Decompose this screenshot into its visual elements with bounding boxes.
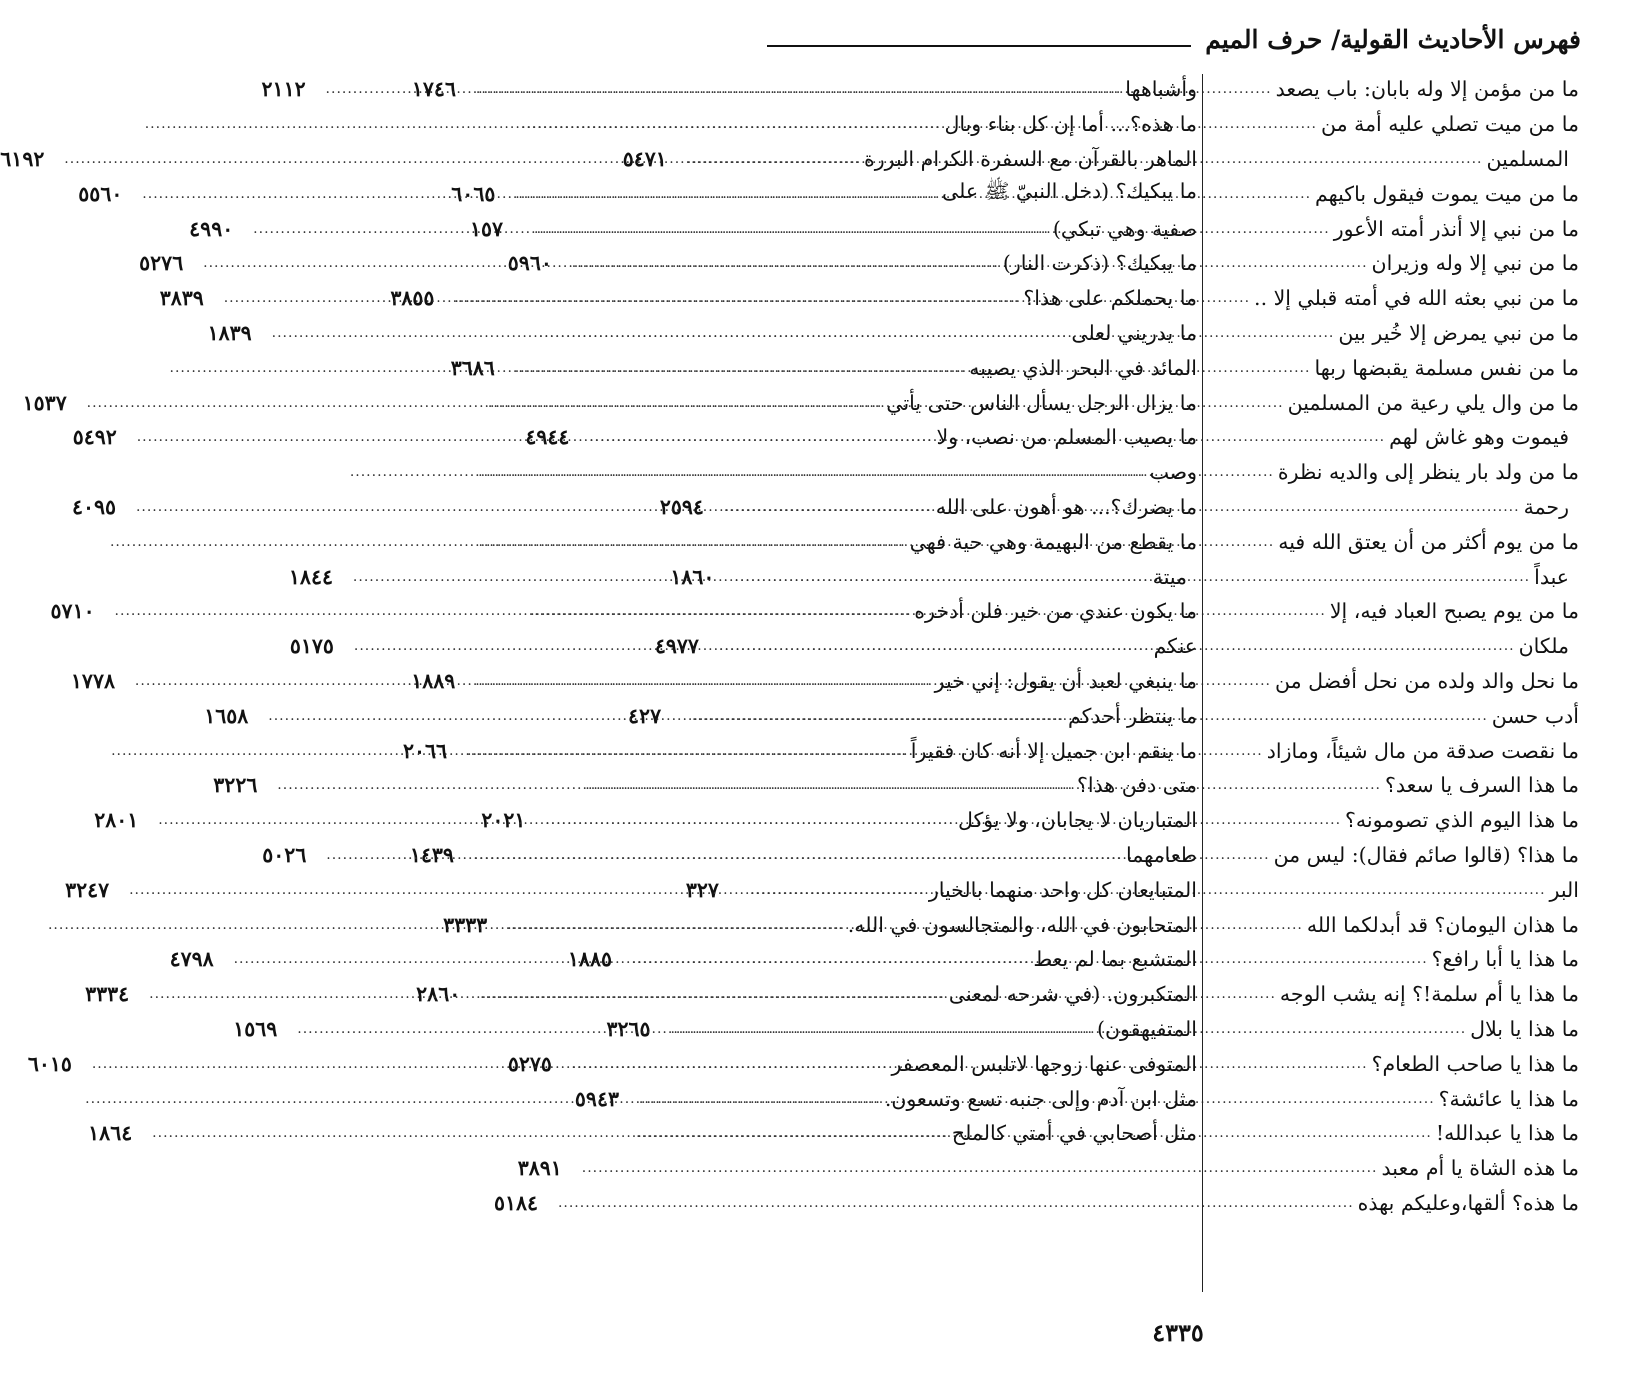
leader-dots xyxy=(125,882,929,898)
entry-number: ٣٢٤٧ xyxy=(65,877,110,902)
entry-line xyxy=(1189,385,1579,420)
entry-line xyxy=(1189,1116,1579,1151)
entry-line xyxy=(493,1186,1579,1221)
entry-text: المتبايعان كل واحد منهما بالخيار xyxy=(928,877,1197,902)
entry-text: ما من وال يلي رعية من المسلمين xyxy=(1287,390,1579,415)
leader-dots xyxy=(111,603,915,619)
index-entry xyxy=(807,107,1197,142)
entry-text: الماهر بالقرآن مع السفرة الكرام البررة xyxy=(864,146,1197,171)
entry-number: ٣٢٦٥ xyxy=(606,1016,651,1041)
entry-number: ٢٨٦٠ xyxy=(416,982,461,1007)
entry-number: ٣٢٢٦ xyxy=(213,773,258,798)
entry-line xyxy=(807,733,1197,768)
index-entry xyxy=(88,1116,1197,1151)
entry-text: ما من ميت تصلي عليه أمة من xyxy=(1320,112,1579,137)
entry-text: ما هذان اليومان؟ قد أبدلكما الله xyxy=(1306,912,1579,937)
entry-text: المتفيهقون) xyxy=(1097,1016,1197,1041)
leader-dots xyxy=(138,186,942,202)
entry-number: ٣٢٧ xyxy=(685,877,719,902)
index-entry xyxy=(1189,316,1579,351)
leader-dots xyxy=(166,360,970,376)
entry-text: ما ينبغي لعبد أن يقول: إني خير xyxy=(934,668,1197,693)
entry-text: ما من نفس مسلمة يقبضها ربها xyxy=(1314,355,1579,380)
entry-number: ٥٢٧٦ xyxy=(139,251,184,276)
index-entry xyxy=(807,907,1197,942)
leader-dots xyxy=(273,777,1077,793)
index-entry xyxy=(807,1081,1197,1116)
entry-number: ١٨٦٠ xyxy=(670,564,715,589)
leader-dots xyxy=(230,951,1034,967)
entry-number: ٣٨٣٩ xyxy=(159,286,204,311)
entry-number: ٥٠٢٦ xyxy=(262,842,307,867)
entry-line xyxy=(207,316,1197,351)
entry-text: ما هذا اليوم الذي تصومونه؟ xyxy=(1345,808,1579,833)
entry-line xyxy=(807,524,1197,559)
leader-dots xyxy=(44,917,848,933)
entry-number: ٥٩٤٣ xyxy=(574,1086,619,1111)
entry-number: ٣٦٨٦ xyxy=(450,355,495,380)
entry-line xyxy=(50,594,1197,629)
leader-dots xyxy=(322,81,1126,97)
entry-line xyxy=(1189,768,1579,803)
leader-dots xyxy=(106,534,910,550)
entry-line xyxy=(807,907,1197,942)
leader-dots xyxy=(83,395,887,411)
entry-text: ما يزال الرجل يسأل الناس حتى يأتي xyxy=(886,390,1197,415)
entry-text: ما نقصت صدقة من مال شيئاً، ومازاد xyxy=(1266,738,1579,763)
leader-dots xyxy=(264,708,1068,724)
entry-number: ١٧٧٨ xyxy=(70,668,115,693)
leader-dots xyxy=(132,499,936,515)
entry-line xyxy=(807,1081,1197,1116)
entry-text: ما يدريني لعلى xyxy=(1071,320,1197,345)
entry-text: ما من نبي إلا وله وزيران xyxy=(1371,251,1579,276)
entry-number: ٥٤٩٢ xyxy=(72,425,117,450)
entry-text: ميتة xyxy=(1152,564,1187,589)
entry-number: ١٧٤٦ xyxy=(411,77,456,102)
entry-number: ٤٠٩٥ xyxy=(71,494,116,519)
entry-number: ٤٩٧٧ xyxy=(654,634,699,659)
index-entry xyxy=(50,594,1197,629)
page-number: ٤٣٣٥ xyxy=(1152,1318,1204,1347)
entry-number: ٥٩٦٠ xyxy=(507,251,552,276)
entry-text: ما من مؤمن إلا وله بابان: باب يصعد xyxy=(1275,77,1579,102)
entry-line xyxy=(1189,107,1579,142)
entry-text: المائد في البحر الذي يصيبه xyxy=(969,355,1197,380)
entry-text: ما من نبي يمرض إلا خُير بين xyxy=(1338,320,1579,345)
entry-line xyxy=(1189,524,1579,559)
entry-line xyxy=(807,107,1197,142)
leader-dots xyxy=(349,569,1153,585)
entry-text: ما من يوم يصبح العباد فيه، إلا xyxy=(1329,599,1579,624)
entry-number: ١٨٣٩ xyxy=(207,320,252,345)
entry-text: ما هذه الشاة يا أم معبد xyxy=(1381,1156,1579,1181)
entry-number: ٢١١٢ xyxy=(261,77,306,102)
entry-text: ما يصيب المسلم من نصب، ولا xyxy=(936,425,1197,450)
entry-text: ما هذا؟ (قالوا صائم فقال): ليس من xyxy=(1273,842,1579,867)
entry-line xyxy=(807,455,1197,490)
entry-text: ما نحل والد ولده من نحل أفضل من xyxy=(1275,668,1579,693)
entry-number: ٤٩٩٠ xyxy=(189,216,234,241)
leader-dots xyxy=(154,812,958,828)
leader-dots xyxy=(293,1021,1097,1037)
entry-text: ما يبكيك؟ (دخل النبيّ ﷺ على xyxy=(942,178,1197,203)
entry-number: ١٥٧ xyxy=(469,216,503,241)
entry-number: ٣٨٩١ xyxy=(517,1156,562,1181)
index-entry xyxy=(807,350,1197,385)
entry-text: ما هذا يا بلال xyxy=(1470,1016,1579,1041)
entry-text: صفية وهي تبكي) xyxy=(1052,216,1197,241)
entry-text: ما هذه؟... أما إن كل بناء وبال xyxy=(944,112,1197,137)
entry-text: ما هذا يا أبا رافع؟ xyxy=(1431,947,1579,972)
entry-number: ١٨٤٤ xyxy=(288,564,333,589)
entry-line xyxy=(1189,594,1579,629)
entry-number: ٣٨٥٥ xyxy=(390,286,435,311)
entry-text: وصب xyxy=(1149,460,1197,485)
entry-text: ما يقطع من البهيمة وهي حية فهي xyxy=(909,529,1197,554)
entry-text: ما من ولد بار ينظر إلى والديه نظرة xyxy=(1277,460,1579,485)
entry-text: المتوفى عنها زوجها لاتلبس المعصفر xyxy=(891,1051,1197,1076)
entry-text: ما هذه؟ ألقها،وعليكم بهذه xyxy=(1357,1190,1579,1215)
leader-dots xyxy=(133,429,937,445)
entry-number: ١٨٨٥ xyxy=(567,947,612,972)
entry-text: رحمة xyxy=(1523,494,1569,519)
entry-text: مثل أصحابي في أمتي كالملح xyxy=(951,1121,1197,1146)
leader-dots xyxy=(554,1195,1358,1211)
header-rule xyxy=(767,45,1191,47)
entry-text: فيموت وهو غاش لهم xyxy=(1389,425,1569,450)
entry-text: المتباريان لا يجابان، ولا يؤكل xyxy=(957,808,1197,833)
entry-text: ملكان xyxy=(1518,634,1569,659)
entry-text: ما من نبي إلا أنذر أمته الأعور xyxy=(1333,216,1579,241)
entry-text: ما هذا يا صاحب الطعام؟ xyxy=(1371,1051,1579,1076)
entry-number: ١٦٥٨ xyxy=(204,703,249,728)
entry-text: ما هذا يا عبدالله! xyxy=(1435,1121,1579,1146)
entry-number: ٥١٨٤ xyxy=(493,1190,538,1215)
entry-text: المتحابون في الله، والمتجالسون في الله. xyxy=(847,912,1197,937)
leader-dots xyxy=(141,116,945,132)
entry-number: ٤٧٩٨ xyxy=(169,947,214,972)
entry-number: ١٥٦٩ xyxy=(233,1016,278,1041)
leader-dots xyxy=(199,255,1003,271)
entry-line xyxy=(88,1116,1197,1151)
index-entry xyxy=(807,733,1197,768)
entry-text: طعامهما xyxy=(1126,842,1197,867)
entry-number: ١٤٣٩ xyxy=(409,842,454,867)
entry-text: ما يبكيك؟ (ذكرت النار) xyxy=(1002,251,1197,276)
leader-dots xyxy=(578,1160,1382,1176)
leader-dots xyxy=(220,290,1024,306)
index-entry xyxy=(807,455,1197,490)
entry-text: ما يحملكم على هذا؟ xyxy=(1023,286,1197,311)
entry-number: ٢٨٠١ xyxy=(94,808,139,833)
leader-dots xyxy=(81,1091,885,1107)
entry-text: المتشبع بما لم يعط xyxy=(1033,947,1197,972)
entry-line xyxy=(807,350,1197,385)
leader-dots xyxy=(107,743,911,759)
entry-line xyxy=(1189,316,1579,351)
entry-text: ما ينقم ابن جميل إلا أنه كان فقيراً xyxy=(910,738,1197,763)
entry-text: أدب حسن xyxy=(1491,703,1579,728)
entry-text: وأشباهها xyxy=(1125,77,1197,102)
entry-number: ٤٩٤٤ xyxy=(525,425,570,450)
entry-number: ٤٢٧ xyxy=(628,703,662,728)
leader-dots xyxy=(88,1056,892,1072)
entry-text: ما هذا يا أم سلمة!؟ إنه يشب الوجه xyxy=(1279,982,1579,1007)
column-divider xyxy=(1202,74,1203,1292)
leader-dots xyxy=(145,986,949,1002)
entry-line xyxy=(213,768,1197,803)
entry-number: ٦٠٦٥ xyxy=(451,181,496,206)
index-entry xyxy=(1189,1116,1579,1151)
entry-text: ما هذا يا عائشة؟ xyxy=(1438,1086,1579,1111)
entry-number: ٢٠٢١ xyxy=(481,808,526,833)
leader-dots xyxy=(322,847,1126,863)
entry-number: ٣٣٣٤ xyxy=(85,982,130,1007)
leader-dots xyxy=(249,221,1053,237)
index-entry xyxy=(22,385,1197,420)
leader-dots xyxy=(268,325,1072,341)
entry-text: ما يكون عندي من خير فلن أدخره xyxy=(914,599,1197,624)
index-entry xyxy=(213,768,1197,803)
leader-dots xyxy=(60,151,864,167)
entry-text: ما هذا السرف يا سعد؟ xyxy=(1384,773,1579,798)
entry-line xyxy=(22,385,1197,420)
entry-number: ٣٣٣٣ xyxy=(443,912,488,937)
entry-number: ٢٠٦٦ xyxy=(403,738,448,763)
leader-dots xyxy=(346,464,1150,480)
index-entry xyxy=(1189,768,1579,803)
page-header xyxy=(767,22,1581,56)
entry-text: ما من نبي بعثه الله في أمته قبلي إلا .. xyxy=(1254,286,1579,311)
entry-text: ما يضرك؟... هو أهون على الله xyxy=(935,494,1197,519)
entry-text: المتكبرون. (في شرحه لمعنى xyxy=(948,982,1197,1007)
entry-number: ٦١٩٢ xyxy=(0,146,45,171)
leader-dots xyxy=(148,1125,952,1141)
entry-number: ٥٧١٠ xyxy=(50,599,95,624)
entry-number: ١٨٨٩ xyxy=(411,668,456,693)
entry-number: ٢٥٩٤ xyxy=(659,494,704,519)
entry-line xyxy=(1189,455,1579,490)
entry-number: ٥٢٧٥ xyxy=(507,1051,552,1076)
leader-dots xyxy=(350,638,1154,654)
entry-text: المسلمين xyxy=(1486,146,1569,171)
index-entry xyxy=(207,316,1197,351)
entry-number: ١٨٦٤ xyxy=(88,1121,133,1146)
entry-number: ٦٠١٥ xyxy=(27,1051,72,1076)
entry-text: عبداً xyxy=(1534,564,1569,589)
entry-number: ١٥٣٧ xyxy=(22,390,67,415)
entry-number: ٥٥٦٠ xyxy=(78,181,123,206)
header-title: فهرس الأحاديث القولية/ حرف الميم xyxy=(1205,24,1581,54)
entry-text: ما من ميت يموت فيقول باكيهم xyxy=(1315,181,1579,206)
leader-dots xyxy=(131,673,935,689)
entry-text: عنكم xyxy=(1153,634,1197,659)
entry-text: ما ينتظر أحدكم xyxy=(1068,703,1197,728)
entry-line xyxy=(517,1151,1579,1186)
index-entry xyxy=(517,1151,1579,1186)
entry-number: ٥١٧٥ xyxy=(289,634,334,659)
entry-text: مثل ابن آدم وإلى جنبه تسع وتسعون. xyxy=(884,1086,1197,1111)
entry-text: متى دفن هذا؟ xyxy=(1077,773,1197,798)
entry-text: ما من يوم أكثر من أن يعتق الله فيه xyxy=(1278,529,1579,554)
index-entry xyxy=(493,1186,1579,1221)
entry-number: ٥٤٧١ xyxy=(622,146,667,171)
entry-text: البر xyxy=(1549,877,1579,902)
